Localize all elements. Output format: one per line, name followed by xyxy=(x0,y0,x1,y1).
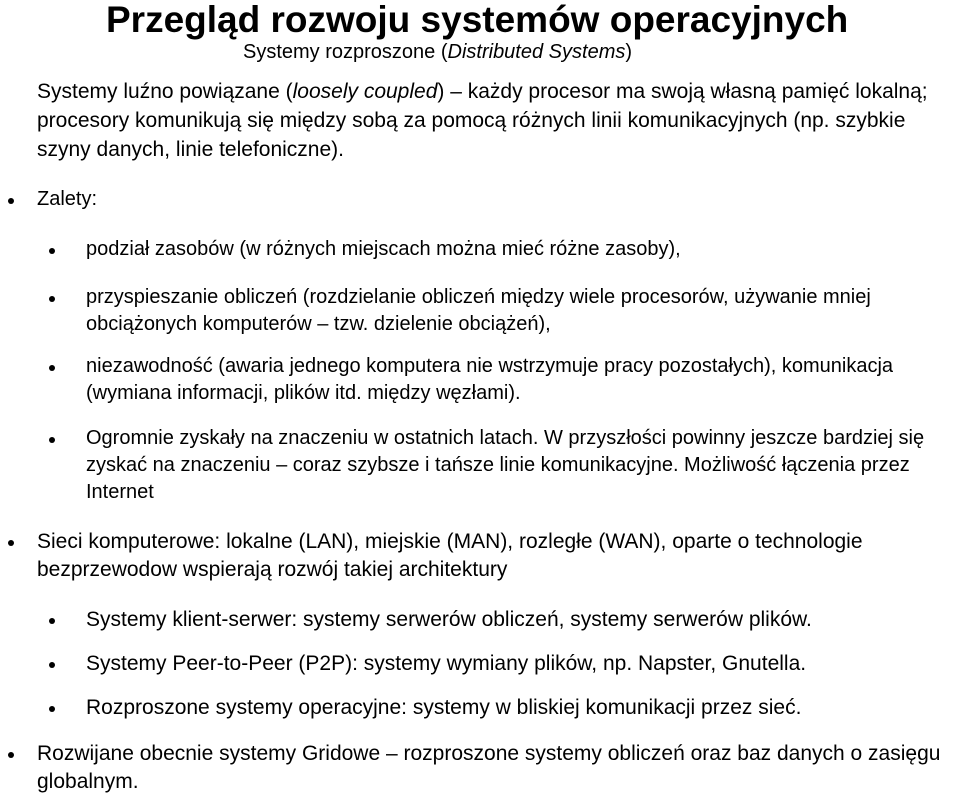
sieci-item-3 xyxy=(86,694,956,722)
intro-after: ) – każdy procesor ma swoją własną pamięć lokalną; procesory komunikują się między sobą za pomocą różnych linii komunikacyjnych (np. szybkie szyny danych, linie telefoniczne). xyxy=(37,80,928,161)
zalety-item-text: niezawodność (awaria jednego komputera nie wstrzymuje pracy pozostałych), komunikacja (wymiana informacji, plików itd. między węzłami). xyxy=(86,355,894,404)
zalety-item-1 xyxy=(86,236,956,263)
zalety-item-text: przyspieszanie obliczeń (rozdzielanie obliczeń między wiele procesorów, używanie mniej obciążonych komputerów – tzw. dzielenie obciążeń), xyxy=(86,286,871,335)
zalety-item-text: Ogromnie zyskały na znaczeniu w ostatnich latach. W przyszłości powinny jeszcze bardziej się zyskać na znaczeniu – coraz szybsze i tańsze linie komunikacyjne. Możliwość łączenia przez Internet xyxy=(86,427,925,503)
bullet-dot xyxy=(49,296,55,302)
intro-english: loosely coupled xyxy=(292,80,438,103)
sieci-item-1 xyxy=(86,606,956,634)
sieci-item-2 xyxy=(86,650,956,678)
grid-text: Rozwijane obecnie systemy Gridowe – rozproszone systemy obliczeń oraz baz danych o zasięgu globalnym. xyxy=(37,742,941,793)
zalety-item-text: podział zasobów (w różnych miejscach można mieć różne zasoby), xyxy=(86,238,681,260)
bullet-dot xyxy=(8,198,14,204)
zalety-item-3 xyxy=(86,353,956,407)
zalety-item-2 xyxy=(86,284,956,338)
sieci-item-text: Systemy klient-serwer: systemy serwerów obliczeń, systemy serwerów plików. xyxy=(86,608,812,631)
subtitle-main: Systemy rozproszone ( xyxy=(243,41,448,63)
sieci-text: Sieci komputerowe: lokalne (LAN), miejskie (MAN), rozległe (WAN), oparte o technologie bezprzewodow wspierają rozwój takiej architektury xyxy=(37,530,863,581)
bullet-dot xyxy=(49,437,55,443)
subtitle-english: Distributed Systems xyxy=(447,41,626,63)
bullet-dot xyxy=(49,662,55,668)
sieci-item-text: Rozproszone systemy operacyjne: systemy w bliskiej komunikacji przez sieć. xyxy=(86,696,802,719)
intro-paragraph xyxy=(37,77,952,164)
zalety-item-4 xyxy=(86,425,956,506)
bullet-dot xyxy=(49,248,55,254)
subtitle-close: ) xyxy=(625,41,633,63)
slide-subtitle xyxy=(243,40,632,64)
bullet-dot xyxy=(8,752,14,758)
bullet-zalety xyxy=(37,186,952,213)
zalety-label: Zalety: xyxy=(37,188,98,210)
sieci-item-text: Systemy Peer-to-Peer (P2P): systemy wymiany plików, np. Napster, Gnutella. xyxy=(86,652,807,675)
bullet-dot xyxy=(8,540,14,546)
intro-before: Systemy luźno powiązane ( xyxy=(37,80,293,103)
slide-title: Przegląd rozwoju systemów operacyjnych xyxy=(106,0,849,40)
bullet-grid xyxy=(37,740,952,796)
bullet-dot xyxy=(49,706,55,712)
bullet-dot xyxy=(49,365,55,371)
bullet-dot xyxy=(49,618,55,624)
bullet-sieci xyxy=(37,528,952,584)
